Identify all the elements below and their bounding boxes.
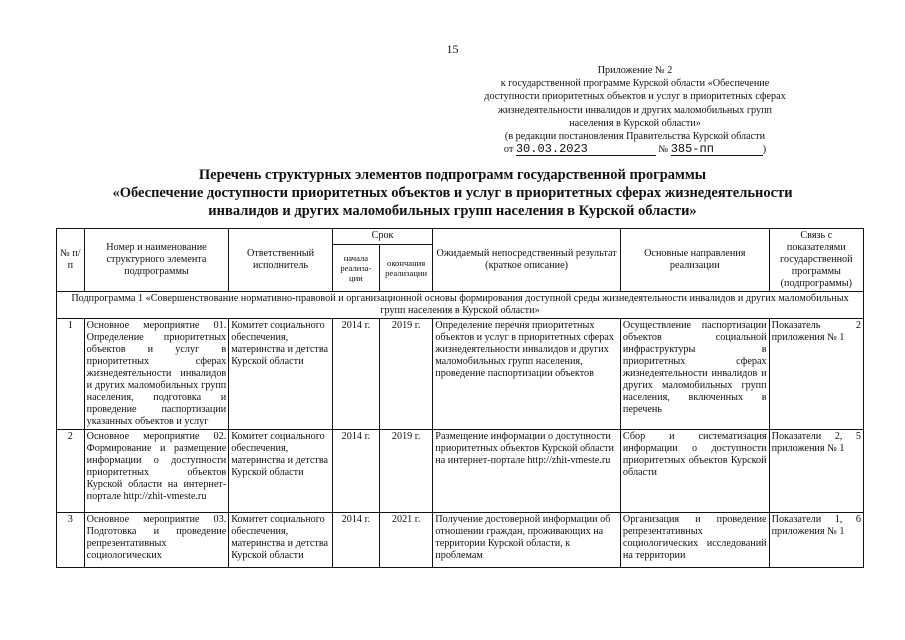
cell-end: 2021 г. bbox=[379, 513, 432, 568]
cell-name: Основное мероприятие 03. Подготовка и проведение репрезентативных социологических bbox=[84, 513, 229, 568]
table-row bbox=[57, 319, 864, 430]
page-number: 15 bbox=[446, 42, 459, 56]
resolution-number: 385-пп bbox=[671, 143, 763, 156]
cell-executor: Комитет социального обеспечения, материнства и детства Курской области bbox=[229, 319, 333, 430]
cell-directions: Осуществление паспортизации объектов социальной инфраструктуры в приоритетных сферах жизнедеятельности инвалидов и других маломобильных групп населения, включенных в перечень bbox=[620, 319, 769, 430]
header-result: Ожидаемый непосредственный результат (краткое описание) bbox=[433, 229, 621, 292]
cell-num: 2 bbox=[57, 430, 85, 513]
appendix-line: (в редакции постановления Правительства Курской области bbox=[504, 131, 766, 143]
cell-result: Размещение информации о доступности приоритетных объектов Курской области на интернет-портале http://zhit-vmeste.ru bbox=[433, 430, 621, 513]
cell-name: Основное мероприятие 02. Формирование и размещение информации о доступности приоритетных объектов Курской области на интернет-портале http://zhit-vmeste.ru bbox=[84, 430, 229, 513]
resolution-line bbox=[470, 143, 800, 156]
structural-elements-table bbox=[56, 228, 864, 568]
cell-result: Получение достоверной информации об отношении граждан, проживающих на территории Курской области, к проблемам bbox=[433, 513, 621, 568]
cell-link: Показатели 2, 5 приложения № 1 bbox=[769, 430, 863, 513]
header-directions: Основные направления реализации bbox=[620, 229, 769, 292]
appendix-line: Приложение № 2 bbox=[597, 65, 673, 76]
cell-directions: Сбор и систематизация информации о доступности приоритетных объектов Курской области bbox=[620, 430, 769, 513]
cell-end: 2019 г. bbox=[379, 430, 432, 513]
header-link: Связь с показателями государственной программы (подпрограммы) bbox=[769, 229, 863, 292]
header-num: № п/п bbox=[57, 229, 85, 292]
cell-start: 2014 г. bbox=[332, 319, 379, 430]
cell-num: 1 bbox=[57, 319, 85, 430]
cell-end: 2019 г. bbox=[379, 319, 432, 430]
header-executor: Ответственный исполнитель bbox=[229, 229, 333, 292]
appendix-line: населения в Курской области» bbox=[569, 117, 701, 129]
header-end: окончания реализации bbox=[379, 244, 432, 291]
cell-start: 2014 г. bbox=[332, 430, 379, 513]
cell-executor: Комитет социального обеспечения, материнства и детства Курской области bbox=[229, 513, 333, 568]
appendix-line: доступности приоритетных объектов и услуг в приоритетных сферах bbox=[484, 91, 786, 103]
header-term: Срок bbox=[332, 229, 432, 245]
title-line: «Обеспечение доступности приоритетных объектов и услуг в приоритетных сферах жизнедеятельности bbox=[112, 185, 793, 201]
header-name: Номер и наименование структурного элемента подпрограммы bbox=[84, 229, 229, 292]
appendix-line: к государственной программе Курской области «Обеспечение bbox=[500, 78, 770, 90]
cell-num: 3 bbox=[57, 513, 85, 568]
number-label: № bbox=[658, 144, 669, 156]
cell-result: Определение перечня приоритетных объектов и услуг в приоритетных сферах жизнедеятельности инвалидов и других маломобильных групп населения, проведение паспортизации объектов bbox=[433, 319, 621, 430]
cell-link: Показатели 1, 6 приложения № 1 bbox=[769, 513, 863, 568]
table-row bbox=[57, 513, 864, 568]
title-line: инвалидов и других маломобильных групп населения в Курской области» bbox=[208, 203, 697, 219]
cell-link: Показатель 2 приложения № 1 bbox=[769, 319, 863, 430]
appendix-line: жизнедеятельности инвалидов и других маломобильных групп bbox=[497, 104, 773, 116]
cell-name: Основное мероприятие 01. Определение приоритетных объектов и услуг в приоритетных сферах жизнедеятельности инвалидов и других маломобильных групп населения, подготовка и проведение паспортизации указанных объектов и услуг bbox=[84, 319, 229, 430]
resolution-date: 30.03.2023 bbox=[516, 143, 656, 156]
cell-start: 2014 г. bbox=[332, 513, 379, 568]
from-label: от bbox=[503, 144, 514, 156]
document-title bbox=[0, 166, 905, 220]
title-line: Перечень структурных элементов подпрограмм государственной программы bbox=[198, 167, 707, 183]
closing-paren: ) bbox=[762, 144, 767, 156]
cell-executor: Комитет социального обеспечения, материнства и детства Курской области bbox=[229, 430, 333, 513]
header-start: начала реализа-ции bbox=[332, 244, 379, 291]
table-row bbox=[57, 430, 864, 513]
subprogram-title: Подпрограмма 1 «Совершенствование нормативно-правовой и организационной основы формирования доступной среды жизнедеятельности инвалидов и других маломобильных групп населения в Курской области» bbox=[57, 292, 864, 319]
appendix-header bbox=[470, 64, 800, 156]
cell-directions: Организация и проведение репрезентативных социологических исследований на территории bbox=[620, 513, 769, 568]
